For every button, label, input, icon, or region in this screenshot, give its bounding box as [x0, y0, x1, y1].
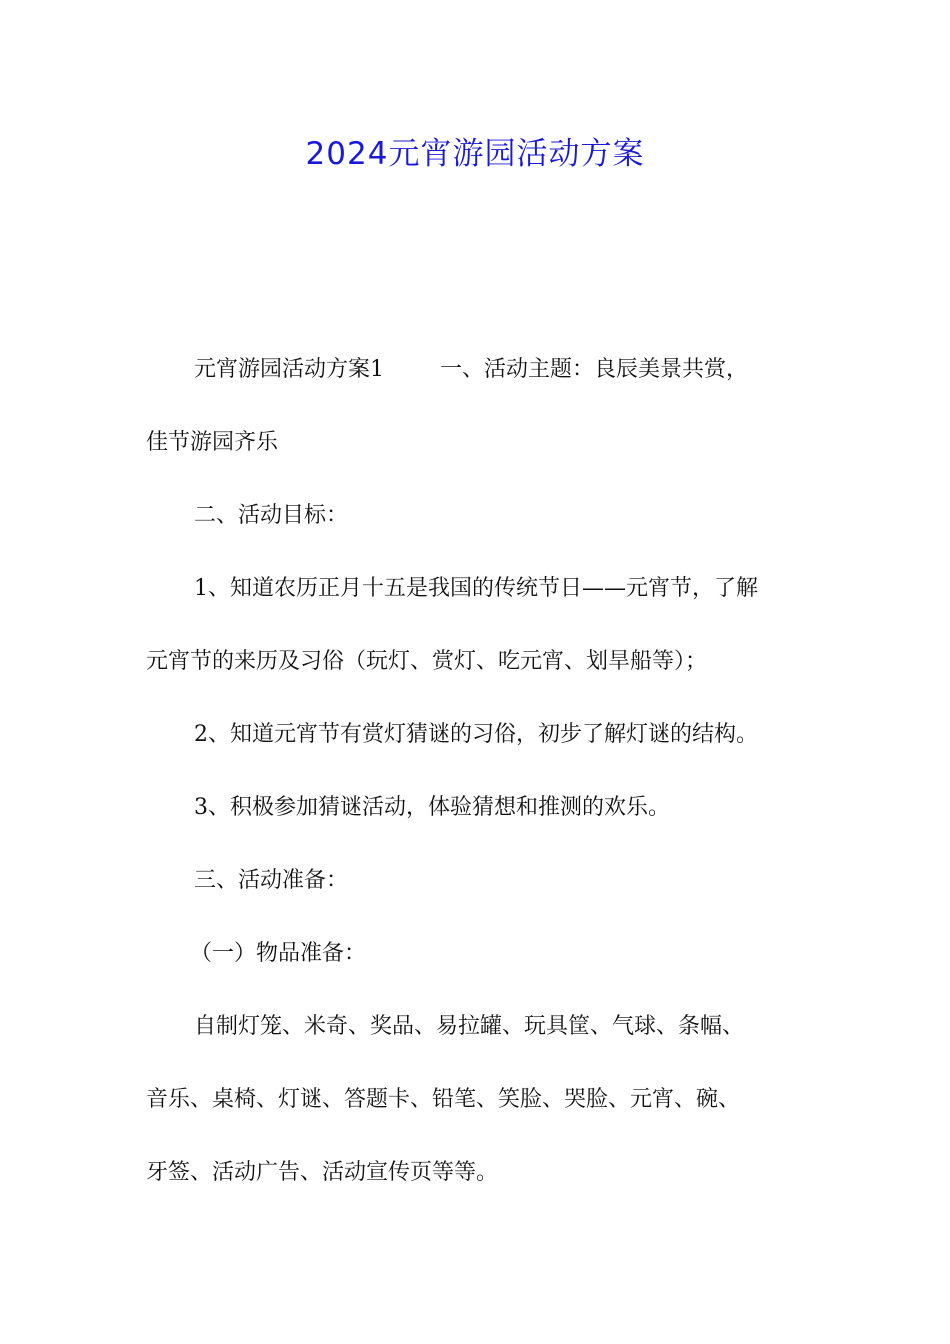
paragraph-theme-cont: 佳节游园齐乐 [146, 430, 279, 455]
section-heading-prep: 三、活动准备： [194, 868, 349, 893]
paragraph-intro [146, 333, 810, 406]
goal-item-1: 1、知道农历正月十五是我国的传统节日——元宵节，了解 [194, 576, 758, 601]
goal-item-3: 3、积极参加猜谜活动，体验猜想和推测的欢乐。 [194, 795, 670, 820]
subsection-heading-items: （一）物品准备： [190, 941, 367, 966]
items-list-line-3: 牙签、活动广告、活动宣传页等等。 [146, 1160, 499, 1185]
plan-heading-text: 元宵游园活动方案1 [194, 357, 384, 382]
items-list-line-2: 音乐、桌椅、灯谜、答题卡、铅笔、笑脸、哭脸、元宵、碗、 [146, 1087, 741, 1112]
items-list-line-1: 自制灯笼、米奇、奖品、易拉罐、玩具筐、气球、条幅、 [194, 1014, 745, 1039]
section-heading-goals: 二、活动目标： [194, 503, 349, 528]
theme-text: 一、活动主题：良辰美景共赏， [440, 357, 749, 382]
page-title: 2024元宵游园活动方案 [305, 136, 645, 172]
document-body [146, 333, 810, 1209]
goal-item-2: 2、知道元宵节有赏灯猜谜的习俗，初步了解灯谜的结构。 [194, 722, 758, 747]
goal-item-1-cont: 元宵节的来历及习俗（玩灯、赏灯、吃元宵、划旱船等）； [146, 649, 708, 674]
